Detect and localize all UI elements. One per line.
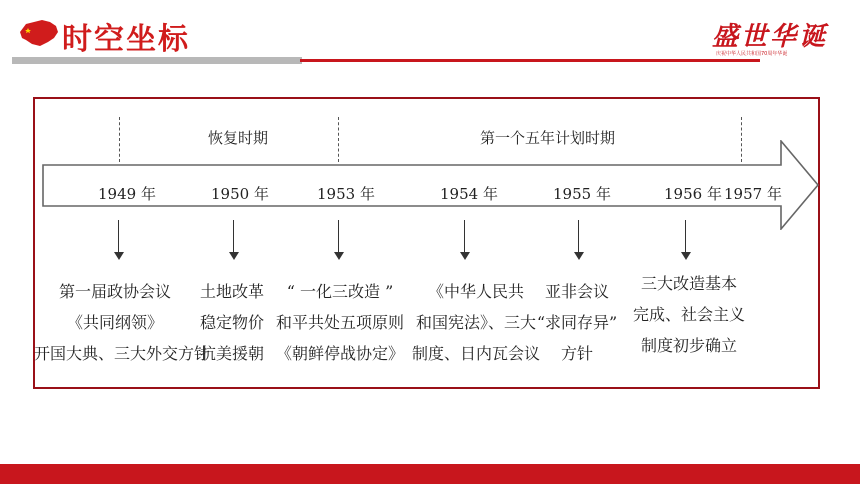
year-1955: 1955 年 bbox=[553, 185, 611, 203]
event-line: 抗美援朝 bbox=[199, 344, 264, 363]
anniversary-logo bbox=[712, 16, 830, 64]
event-line: 《中华人民共 bbox=[427, 282, 524, 301]
event-line: 方针 bbox=[560, 344, 593, 363]
event-line: 稳定物价 bbox=[199, 313, 264, 332]
event-line: 第一届政协会议 bbox=[58, 282, 171, 301]
year-1954: 1954 年 bbox=[440, 185, 498, 203]
event-group-1956 bbox=[630, 268, 748, 361]
logo-sub-text: 庆祝中华人民共和国70周年华诞 bbox=[716, 51, 788, 57]
year-1953: 1953 年 bbox=[317, 185, 375, 203]
event-line: “求同存异” bbox=[536, 313, 618, 332]
pointer-arrow-1956 bbox=[681, 220, 691, 260]
event-line: 土地改革 bbox=[199, 282, 264, 301]
event-line: 三大改造基本 bbox=[640, 274, 737, 293]
year-1950: 1950 年 bbox=[211, 185, 269, 203]
event-line: 开国大典、三大外交方针 bbox=[34, 344, 211, 363]
header-rule-red bbox=[300, 59, 760, 62]
event-line: 《朝鲜停战协定》 bbox=[275, 344, 404, 363]
event-group-1955 bbox=[531, 276, 623, 369]
event-line: 《共同纲领》 bbox=[66, 313, 163, 332]
event-line: 和国宪法》、三大 bbox=[415, 313, 536, 332]
event-group-1950 bbox=[196, 276, 268, 369]
event-line: 亚非会议 bbox=[544, 282, 609, 301]
event-group-1954 bbox=[412, 276, 540, 369]
pointer-arrow-1953 bbox=[334, 220, 344, 260]
china-map-icon bbox=[16, 18, 60, 48]
footer-bar bbox=[0, 464, 860, 484]
logo-main-text: 盛世华诞 bbox=[712, 22, 829, 52]
event-line: “ 一化三改造 ” bbox=[286, 282, 394, 301]
pointer-arrow-1954 bbox=[460, 220, 470, 260]
pointer-arrow-1955 bbox=[574, 220, 584, 260]
header-rule-gray bbox=[12, 57, 302, 64]
event-group-1953 bbox=[271, 276, 409, 369]
year-1949: 1949 年 bbox=[98, 185, 156, 203]
event-line: 制度、日内瓦会议 bbox=[412, 344, 541, 363]
event-line: 和平共处五项原则 bbox=[275, 313, 404, 332]
period-label-recovery: 恢复时期 bbox=[208, 129, 269, 147]
pointer-arrow-1949 bbox=[114, 220, 124, 260]
page-title: 时空坐标 bbox=[62, 22, 190, 57]
event-group-1949 bbox=[34, 276, 211, 369]
event-line: 制度初步确立 bbox=[640, 336, 737, 355]
year-1957: 1957 年 bbox=[724, 185, 782, 203]
period-label-five-year-plan: 第一个五年计划时期 bbox=[480, 129, 616, 147]
event-line: 完成、社会主义 bbox=[632, 305, 745, 324]
pointer-arrow-1950 bbox=[229, 220, 239, 260]
year-1956: 1956 年 bbox=[664, 185, 722, 203]
